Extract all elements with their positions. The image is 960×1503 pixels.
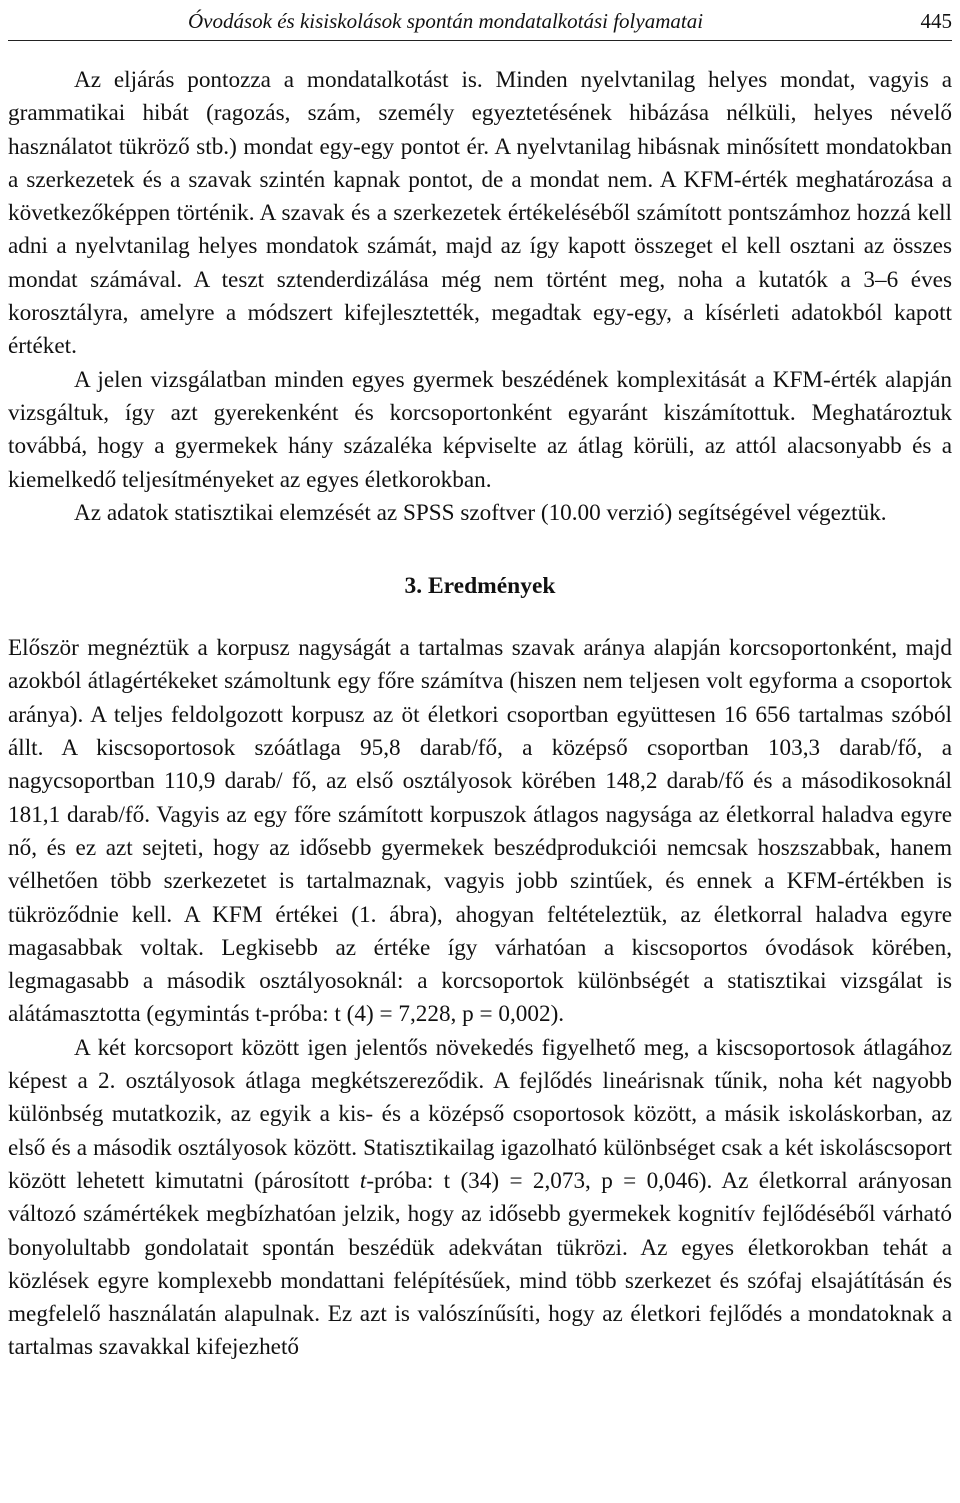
paragraph-results-growth bbox=[8, 1032, 952, 1365]
paragraph-kfm-analysis: A jelen vizsgálatban minden egyes gyermek beszédének komplexitását a KFM-érték alapján vizsgáltuk, így azt gyerekenként és korcsoportonként egyaránt kiszámítottuk. Meghatároztuk továbbá, hogy a gyermekek hány százaléka képviselte az átlag körüli, az attól alacsonyabb és a kiemelkedő teljesítményeket az egyes életkorokban. bbox=[8, 366, 952, 493]
body-text bbox=[8, 64, 952, 1365]
paragraph-statistics: Az adatok statisztikai elemzését az SPSS szoftver (10.00 verzió) segítségével végeztük. bbox=[74, 499, 887, 526]
paragraph-text-part: A két korcsoport között igen jelentős növekedés figyelhető meg, a kiscsoportosok átlagához képest a 2. osztályosok átlaga megkétszereződik. A fejlődés lineárisnak tűnik, noha két nagyobb különbség mutatkozik, az egyik a kis- és a középső csoportosok között, a másik iskoláskorban, az első és a második osztályosok között. Statisztikailag igazolható különbséget csak a két iskoláscsoport között lehetett kimutatni (párosított bbox=[8, 1034, 952, 1194]
spacer bbox=[8, 606, 952, 632]
running-header bbox=[8, 6, 952, 36]
running-title: Óvodások és kisiskolások spontán mondatalkotási folyamatai bbox=[188, 9, 704, 33]
spacer bbox=[8, 530, 952, 566]
page-number: 445 bbox=[920, 9, 952, 33]
italic-t: t bbox=[359, 1167, 367, 1194]
paragraph-method-scoring: Az eljárás pontozza a mondatalkotást is. Minden nyelvtanilag helyes mondat, vagyis a grammatikai hibát (ragozás, szám, személy egyeztetésének hibázása nélküli, helyes névelő használatot tükröző stb.) mondat egy-egy pontot ér. A nyelvtanilag hibásnak minősített mondatokban a szerkezetek és a szavak szintén kapnak pontot, de a mondat nem. A KFM-érték meghatározása a következőképpen történik. A szavak és a szerkezetek értékeléséből számított pontszámhoz hozzá kell adni a nyelvtanilag helyes mondatok számát, majd az így kapott összeget el kell osztani az összes mondat számával. A teszt sztenderdizálása még nem történt meg, noha a kutatók a 3–6 éves korosztályra, amelyre a módszert kifejlesztették, megadtak egy-egy, a kísérleti adatokból kapott értéket. bbox=[8, 67, 952, 360]
header-rule bbox=[8, 40, 952, 41]
section-heading: 3. Eredmények bbox=[404, 573, 556, 600]
paragraph-results-corpus: Először megnéztük a korpusz nagyságát a tartalmas szavak aránya alapján korcsoportonként, majd azokból átlagértékeket számoltunk egy főre számítva (hiszen nem teljesen volt egyforma a csoportok aránya). A teljes feldolgozott korpusz az öt életkori csoportban együttesen 16 656 tartalmas szóból állt. A kiscsoportosok szóátlaga 95,8 darab/fő, a középső csoportban 103,3 darab/fő, a nagycsoportban 110,9 darab/ fő, az első osztályosok körében 148,2 darab/fő és a másodikosoknál 181,1 darab/fő. Vagyis az egy főre számított korpuszok átlagos nagysága az életkorral haladva egyre nő, és ez azt sejteti, hogy az idősebb gyermekek beszédprodukciói nemcsak hoszszabbak, hanem vélhetően több szerkezetet is tartalmaznak, vagyis jobb szintűek, és ennek a KFM-értékben is tükröződnie kell. A KFM értékei (1. ábra), ahogyan feltételeztük, az életkorral haladva egyre magasabbak voltak. Legkisebb az értéke így várhatóan a kiscsoportos óvodások körében, legmagasabb a második osztályosoknál: a korcsoportok különbségét a statisztikai vizsgálat is alátámasztotta (egymintás t-próba: t (4) = 7,228, p = 0,002). bbox=[8, 635, 952, 1028]
paragraph-text-part: -próba: t (34) = 2,073, p = 0,046). Az életkorral arányosan változó számértékek megbízhatóan jelzik, hogy az idősebb gyermekek kognitív fejlődéséből várható bonyolultabb gondolatait spontán beszédük adekvátan tükrözi. Az egyes életkorokban tehát a közlések egyre komplexebb mondattani felépítésűek, mind több szerkezet és szófaj elsajátításán és megfelelő használatán alapulnak. Ez azt is valószínűsíti, hogy az életkori fejlődés a mondatoknak a tartalmas szavakkal kifejezhető bbox=[8, 1167, 952, 1361]
